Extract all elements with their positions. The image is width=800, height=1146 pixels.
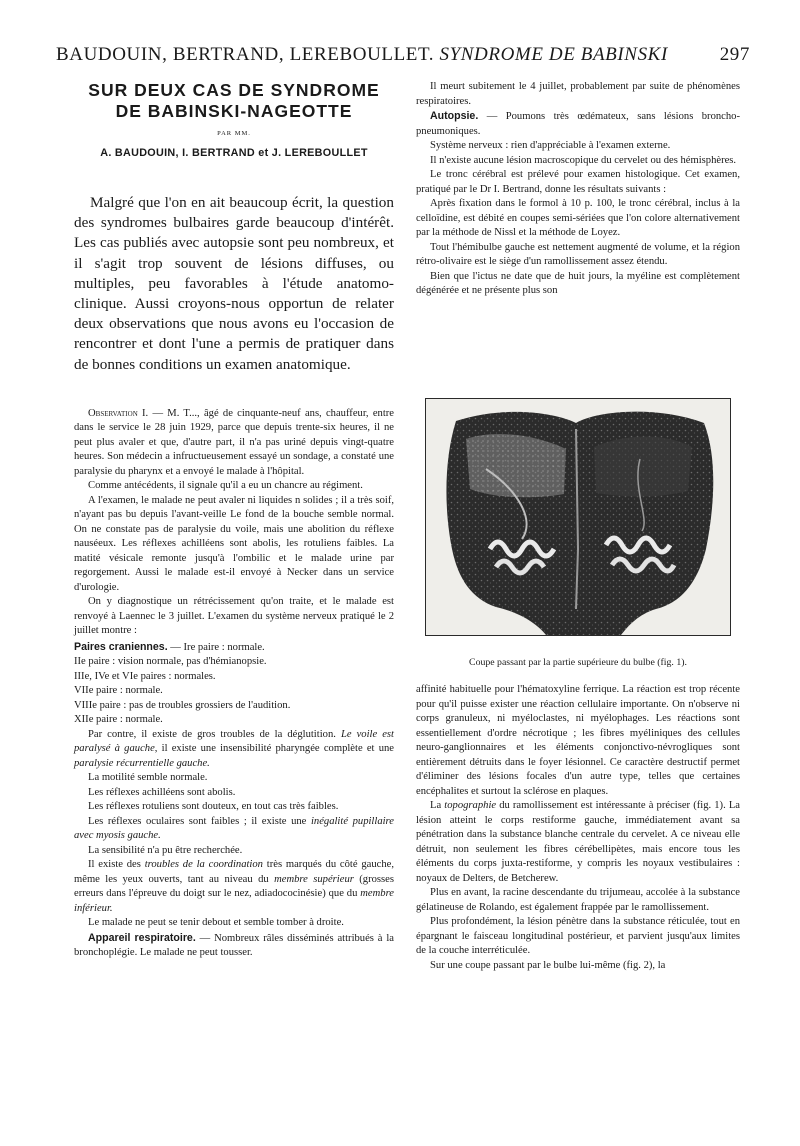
- cranial-item: IIe paire : vision normale, pas d'hémianopsie.: [74, 656, 267, 668]
- right-paragraph-5: Après fixation dans le formol à 10 p. 100, le tronc cérébral, inclus à la celloïdine, est débité en coupes semi-sériées que l'on colore alternativement par la méthode de Nissl et la méthode de Loyez.: [416, 198, 740, 238]
- right-column-top: [416, 80, 740, 299]
- obs-paragraph-12: Le malade ne peut se tenir debout et semble tomber à droite.: [88, 917, 344, 929]
- observation-section: [74, 407, 394, 961]
- cranial-heading: Paires craniennes.: [74, 640, 168, 653]
- article-title-line1: SUR DEUX CAS DE SYNDROME: [88, 80, 380, 100]
- left-column: [74, 80, 394, 961]
- article-title: [74, 80, 394, 122]
- obs-paragraph-10: La sensibilité n'a pu être recherchée.: [88, 844, 243, 856]
- running-head-title: SYNDROME DE BABINSKI: [439, 44, 668, 65]
- obs-paragraph-1: [74, 407, 394, 480]
- resp-heading: Appareil respiratoire.: [88, 931, 196, 944]
- right-paragraph-3: Il n'existe aucune lésion macroscopique du cervelet ou des hémisphères.: [430, 154, 737, 166]
- right-paragraph-8: affinité habituelle pour l'hématoxyline ferrique. La réaction est trop récente pour qu'il puisse exister une réaction cellulaire importante. On n'observe ni corps granuleux, ni myéloclastes, ni myélophages. Les réactions sont essentiellement d'ordre nécrotique ; les fibres myéliniques des cellules neuro-ganglionnaires et les éléments conjonctivo-névrogliques sont entièrement détruits dans le foyer lésionnel. Ce caractère destructif permet d'éliminer des lésions focales d'un autre type, telles que certaines encéphalites et surtout la sclérose en plaques.: [416, 684, 740, 797]
- right-column-bottom: [416, 683, 740, 973]
- cranial-item: IIIe, IVe et VIe paires : normales.: [74, 670, 216, 682]
- article-authors: A. BAUDOUIN, I. BERTRAND et J. LEREBOULLET: [100, 147, 368, 159]
- par-mm: PAR MM.: [217, 130, 251, 137]
- right-paragraph-6: Tout l'hémibulbe gauche est nettement augmenté de volume, et la région rétro-olivaire est le siège d'un ramollissement assez étendu.: [416, 241, 740, 267]
- right-paragraph-11: Plus profondément, la lésion pénètre dans la substance réticulée, tout en épargnant le faisceau longitudinal postérieur, et parvient jusqu'aux limites de la couche interréticulée.: [416, 916, 740, 956]
- figure-brainstem-section: [425, 398, 731, 636]
- cranial-item: XIIe paire : normale.: [74, 714, 163, 726]
- obs-paragraph-7: Les réflexes achilléens sont abolis.: [88, 786, 236, 798]
- resp-text: — Nombreux râles disséminés attribués à la bronchoplégie. Le malade ne peut tousser.: [74, 932, 394, 959]
- obs-text: — M. T..., âgé de cinquante-neuf ans, chauffeur, entre dans le service le 28 juin 1929, parce que depuis trente-six heures, il ne peut plus avaler et que, d'autre part, il n'a pas uriné depuis vingt-quatre heures. Son médecin a infructueusement essayé un sondage, a constaté une paralysie du pharynx et a envoyé le malade à l'hôpital.: [74, 407, 394, 477]
- cranial-nerves-list: [74, 640, 394, 728]
- right-paragraph-1: Il meurt subitement le 4 juillet, probablement par suite de phénomènes respiratoires.: [416, 81, 740, 107]
- brainstem-section-micrograph-icon: [426, 399, 730, 635]
- cranial-item: VIIIe paire : pas de troubles grossiers de l'audition.: [74, 699, 291, 711]
- right-paragraph-9: La topographie du ramollissement est intéressante à préciser (fig. 1). La lésion atteint le corps restiforme gauche, immédiatement avant sa pénétration dans la substance blanche centrale du cervelet. A ce niveau elle détruit, non seulement les fibres cérébellipètes, mais encore tous les éléments du corps juxta-restiforme, y compris les noyaux vestibulaires : noyaux de Delters, de Betcherew.: [416, 800, 741, 884]
- page-number: 297: [719, 44, 750, 65]
- figure-caption: Coupe passant par la partie supérieure du bulbe (fig. 1).: [469, 657, 687, 668]
- running-head-authors: BAUDOUIN, BERTRAND, LEREBOULLET.: [56, 44, 435, 65]
- obs-paragraph-3: A l'examen, le malade ne peut avaler ni liquides n solides ; il a très soif, n'ayant pas bu depuis l'avant-veille Le fond de la bouche semble normal. On ne constate pas de paralysie du voile, mais une abolition du réflexe nauséeux. Les réflexes achilléens sont abolis, les rotuliens faibles. La matité vésicale remonte jusqu'à l'ombilic et le malade urine par regorgement. Aussi le malade est-il envoyé à Necker dans un service d'urologie.: [74, 494, 394, 593]
- right-paragraph-2: Système nerveux : rien d'appréciable à l'examen externe.: [430, 140, 671, 151]
- right-paragraph-10: Plus en avant, la racine descendante du trijumeau, accolée à la substance gélatineuse de Rolando, est également frappée par le ramollissement.: [416, 887, 740, 913]
- autopsy-text: — Poumons très œdémateux, sans lésions broncho-pneumoniques.: [416, 111, 740, 137]
- autopsy-paragraph: [416, 109, 740, 139]
- cranial-item: VIIe paire : normale.: [74, 685, 163, 697]
- obs-paragraph-9: Les réflexes oculaires sont faibles ; il existe une inégalité pupillaire avec myosis gauche.: [74, 815, 394, 842]
- running-head: [56, 44, 750, 66]
- article-title-line2: DE BABINSKI-NAGEOTTE: [115, 101, 353, 121]
- obs-paragraph-8: Les réflexes rotuliens sont douteux, en tout cas très faibles.: [88, 801, 339, 813]
- obs-paragraph-2: Comme antécédents, il signale qu'il a eu un chancre au régiment.: [88, 480, 363, 492]
- autopsy-heading: Autopsie.: [430, 110, 479, 122]
- right-paragraph-7: Bien que l'ictus ne date que de huit jours, la myéline est complètement dégénérée et ne présente plus son: [416, 270, 740, 296]
- obs-label: Observation I.: [88, 407, 149, 419]
- resp-paragraph: [74, 931, 394, 961]
- obs-paragraph-6: La motilité semble normale.: [88, 772, 208, 784]
- obs-paragraph-11: Il existe des troubles de la coordination très marqués du côté gauche, même les yeux ouverts, tant au niveau du membre supérieur (grosses erreurs dans l'épreuve du doigt sur le nez, adiadococinésie) que du membre inférieur.: [74, 859, 395, 914]
- intro-paragraph: [74, 193, 394, 375]
- cranial-item: — Ire paire : normale.: [167, 641, 265, 653]
- obs-paragraph-5: Par contre, il existe de gros troubles de la déglutition. Le voile est paralysé à gauche, il existe une insensibilité pharyngée complète et une paralysie récurrentielle gauche.: [74, 728, 394, 769]
- intro-text: Malgré que l'on en ait beaucoup écrit, la question des syndromes bulbaires garde beaucoup d'intérêt. Les cas publiés avec autopsie sont peu nombreux, et il s'agit trop souvent de lésions diffuses, ou multiples, peu favorables à l'étude anatomo-clinique. Aussi croyons-nous opportun de relater deux observations que nous avons eu l'occasion de rencontrer et dont l'une a permis de pratiquer dans de bonnes conditions un examen anatomique.: [74, 194, 394, 373]
- right-paragraph-12: Sur une coupe passant par le bulbe lui-même (fig. 2), la: [430, 959, 666, 971]
- obs-paragraph-4: On y diagnostique un rétrécissement qu'on traite, et le malade est renvoyé à Laennec le 3 juillet. L'examen du système nerveux pratiqué le 2 juillet montre :: [74, 596, 394, 637]
- right-paragraph-4: Le tronc cérébral est prélevé pour examen histologique. Cet examen, pratiqué par le Dr I. Bertrand, donne les résultats suivants :: [416, 169, 740, 195]
